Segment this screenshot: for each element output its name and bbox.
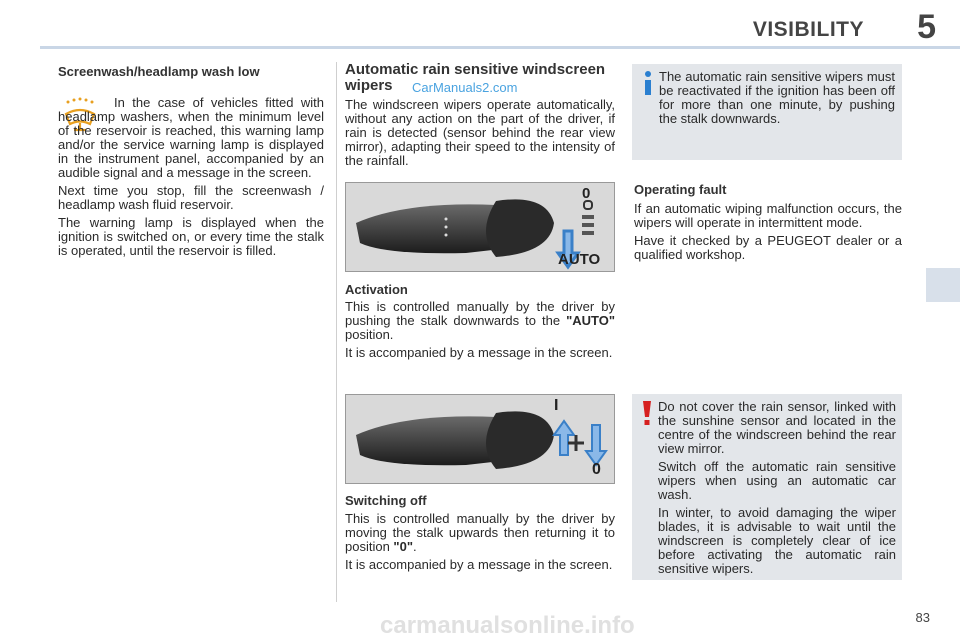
activation-text-a: This is controlled manually by the driver by pushing the stalk downwards to the [345,299,615,328]
washer-low-paragraph-2: Next time you stop, fill the screenwash / headlamp wash fluid reservoir. [58,183,324,212]
switch-off-paragraph-1 [345,512,615,554]
watermark-text: CarManuals2.com [412,80,518,95]
operating-fault-text [634,202,902,262]
stalk-zero-label: 0 [582,185,591,202]
stalk-off-illustration [345,394,615,484]
info-note-box [632,64,902,160]
operating-fault-paragraph-2: Have it checked by a PEUGEOT dealer or a qualified workshop. [634,233,902,262]
footer-watermark: carmanualsonline.info [380,612,635,639]
rain-wipers-intro-text: The windscreen wipers operate automatically, without any action on the part of the driver, if rain is detected (sensor behind the rear view mirror), adapting their speed to the intensity of the rainfall. [345,97,615,168]
activation-paragraph-1 [345,300,615,342]
operating-fault-heading: Operating fault [634,182,727,197]
chapter-side-tab [926,268,960,302]
switch-off-text-b: . [412,539,417,554]
washer-low-paragraph-3: The warning lamp is displayed when the ignition is switched on, or every time the stalk is operated, until the reservoir is filled. [58,215,324,258]
operating-fault-paragraph-1: If an automatic wiping malfunction occurs, the wipers will operate in intermittent mode. [634,201,902,230]
page-title: VISIBILITY [752,18,864,41]
warning-note-text-wrap [658,400,896,576]
activation-paragraph-2: It is accompanied by a message in the screen. [345,345,613,360]
page-number: 83 [915,610,930,625]
activation-text-b: position. [345,327,394,342]
switch-off-zero-bold: "0" [393,539,413,554]
washer-low-heading: Screenwash/headlamp wash low [58,64,260,79]
column-divider [336,62,337,602]
header-rule [40,46,960,49]
warning-exclamation-icon [640,400,654,426]
washer-low-paragraph-1: In the case of vehicles fitted with headlamp washers, when the minimum level of the reservoir is reached, this warning lamp and/or the service warning lamp is displayed in the instrument panel, accompanied by an audible signal and a message in the screen. [58,95,324,180]
warning-note-box [632,394,902,580]
warning-paragraph-2: Switch off the automatic rain sensitive wipers when using an automatic car wash. [658,459,896,502]
rain-wipers-heading: Automatic rain sensitive windscreen wipers [345,61,606,94]
warning-paragraph-3: In winter, to avoid damaging the wiper blades, it is advisable to wait until the windscreen is completely clear of ice before activating the automatic rain sensitive wipers. [658,505,896,576]
stalk-position-zero-label: 0 [592,461,601,478]
washer-low-text-block [58,96,324,258]
warning-paragraph-1: Do not cover the rain sensor, linked with the sunshine sensor and located in the centre of the windscreen behind the rear view mirror. [658,399,896,456]
stalk-auto-label: AUTO [558,251,601,268]
switch-off-heading: Switching off [345,493,427,508]
rain-wipers-intro [345,98,615,168]
info-note-text: The automatic rain sensitive wipers must be reactivated if the ignition has been off for more than one minute, by pushing the stalk downwards. [659,69,895,126]
activation-text [345,300,615,360]
activation-heading: Activation [345,282,408,297]
info-note-text-wrap [659,70,895,126]
stalk-position-one-label: I [554,397,559,414]
activation-auto-bold: "AUTO" [566,313,615,328]
info-icon [640,70,656,96]
switch-off-paragraph-2: It is accompanied by a message in the screen. [345,557,613,572]
stalk-auto-illustration [345,182,615,272]
switch-off-text-a: This is controlled manually by the driver by moving the stalk upwards then returning it to position [345,511,615,554]
chapter-number: 5 [917,8,936,46]
switch-off-text [345,512,615,572]
